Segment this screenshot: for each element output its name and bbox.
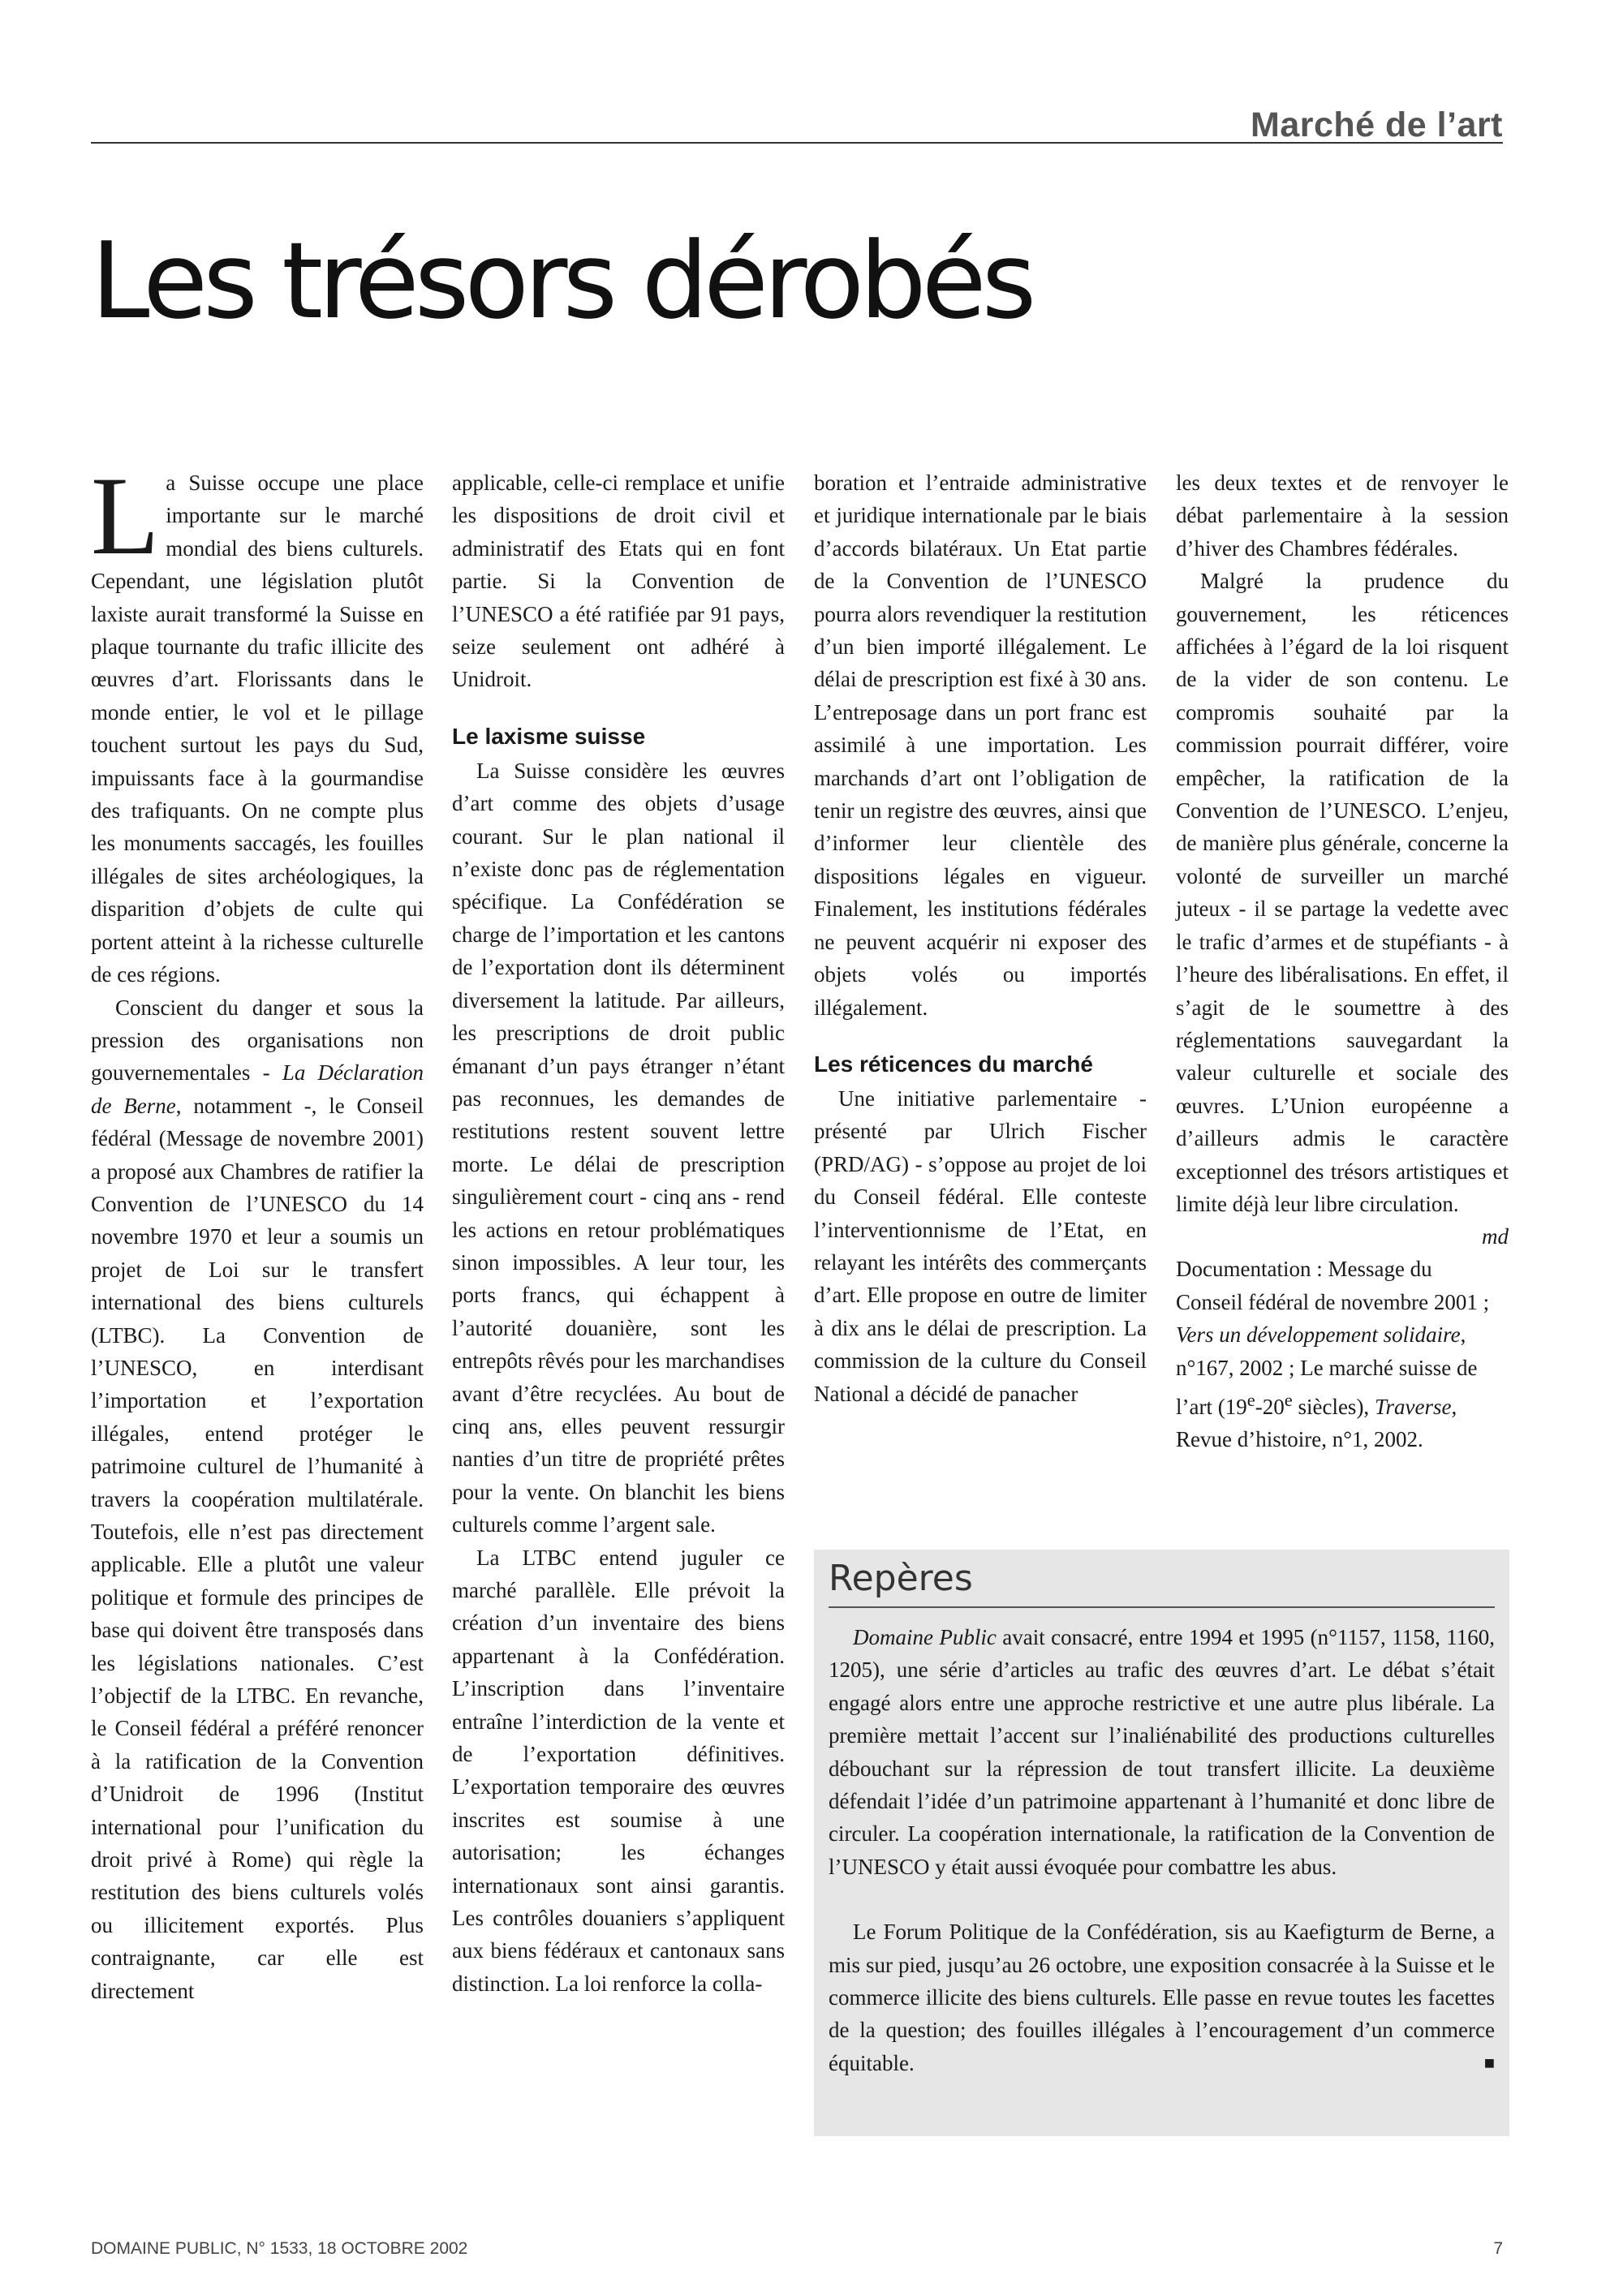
doc-superscript: e: [1246, 1389, 1255, 1410]
doc-text: , Revue d’histoire, n°1, 2002.: [1176, 1394, 1457, 1452]
paragraph: [91, 991, 424, 2008]
paragraph: [91, 454, 424, 991]
doc-superscript: e: [1284, 1389, 1293, 1410]
paragraph-text: , notamment -, le Conseil fédéral (Message de novembre 2001) a proposé aux Chambres de ratifier la Convention de l’UNESCO du 14 novembre 1970 et leur a soumis un projet de Loi sur le transfert international des biens culturels (LTBC). La Convention de l’UNESCO, en interdisant l’importation et l’exportation illégales, entend protéger le patrimoine culturel de l’humanité à travers la coopération multilatérale. Toutefois, elle n’est pas directement applicable. Elle a plutôt une valeur politique et formule des principes de base qui doivent être transposés dans les législations nationales. C’est l’objectif de la LTBC. En revanche, le Conseil fédéral a préféré renoncer à la ratification de la Convention d’Unidroit de 1996 (Institut international pour l’unification du droit privé à Rome) qui règle la restitution des biens culturels volés ou illicitement exportés. Plus contraignante, car elle est directement: [91, 1093, 424, 2003]
header-rule: [91, 142, 1503, 144]
reperes-body: [829, 1621, 1495, 2079]
paragraph: [829, 1621, 1495, 1883]
paragraph-text: Conscient du danger et sous la pression des organisations non gouvernementales -: [91, 995, 424, 1086]
paragraph-text: Malgré la prudence du gouvernement, les réticences affichées à l’égard de la loi risquent de la vider de son contenu. Le compromis souhaité par la commission pourrait différer, voire empêcher, la ratification de la Convention de l’UNESCO. L’enjeu, de manière plus générale, concerne la volonté de surveiller un marché juteux - il se partage la vedette avec le trafic d’armes et de stupéfiants - à l’heure des libéralisations. En effet, il s’agit de le soumettre à des réglementations sauvegardant la valeur culturelle et sociale des œuvres. L’Union européenne a d’ailleurs admis le caractère exceptionnel des trésors artistiques et limite déjà leur libre circulation.: [1176, 569, 1509, 1216]
article-column-1: [91, 454, 424, 2007]
article-column-4: [1176, 467, 1509, 1456]
section-label: Marché de l’art: [1251, 105, 1503, 144]
doc-text: Documentation : Message du Conseil fédéral de novembre 2001 ;: [1176, 1257, 1490, 1314]
subheading: Les réticences du marché: [814, 1051, 1093, 1077]
paragraph: les deux textes et de renvoyer le débat parlementaire à la session d’hiver des Chambres fédérales.: [1176, 471, 1509, 561]
doc-title: Traverse: [1374, 1394, 1452, 1419]
reperes-title: Repères: [829, 1558, 973, 1599]
doc-text: siècles),: [1292, 1394, 1375, 1419]
article-title: Les trésors dérobés: [91, 219, 1032, 342]
paragraph-text: Le Forum Politique de la Confédération, sis au Kaefigturm de Berne, a mis sur pied, jusqu’au 26 octobre, une exposition consacrée à la Suisse et le commerce illicite des biens culturels. Elle passe en revue toutes les facettes de la question; des fouilles illégales à l’encouragement d’un commerce équitable.: [829, 1920, 1495, 2075]
paragraph-text: a Suisse occupe une place importante sur le marché mondial des biens culturels. Cependant, une législation plutôt laxiste aurait transformé la Suisse en plaque tournante du trafic illicite des œuvres d’art. Florissants dans le monde entier, le vol et le pillage touchent surtout les pays du Sud, impuissants face à la gourmandise des trafiquants. On ne compte plus les monuments saccagés, les fouilles illégales de sites archéologiques, la disparition d’objets de culte qui portent atteint à la richesse culturelle de ces régions.: [91, 471, 424, 987]
end-mark: ■: [1483, 2052, 1495, 2073]
footer-publication: DOMAINE PUBLIC, N° 1533, 18 OCTOBRE 2002: [91, 2239, 468, 2258]
drop-cap: L: [91, 454, 160, 578]
publication-name: Domaine Public: [853, 1625, 997, 1649]
documentation-note: [1176, 1253, 1509, 1455]
paragraph: La LTBC entend juguler ce marché parallèle. Elle prévoit la création d’un inventaire des biens appartenant à la Confédération. L’inscription dans l’inventaire entraîne l’interdiction de la vente et de l’exportation définitives. L’exportation temporaire des œuvres inscrites est soumise à une autorisation; les échanges internationaux sont ainsi garantis. Les contrôles douaniers s’appliquent aux biens fédéraux et cantonaux sans distinction. La loi renforce la colla-: [452, 1545, 785, 1996]
reperes-box: [814, 1550, 1509, 2136]
paragraph: La Suisse considère les œuvres d’art comme des objets d’usage courant. Sur le plan national il n’existe donc pas de réglementation spécifique. La Confédération se charge de l’importation et les cantons de l’exportation dont ils déterminent diversement la latitude. Par ailleurs, les prescriptions de droit public émanant d’un pays étranger n’étant pas reconnues, les demandes de restitutions restent souvent lettre morte. Le délai de prescription singulièrement court - cinq ans - rend les actions en retour problématiques sinon impossibles. A leur tour, les ports francs, qui échappent à l’autorité douanière, sont les entrepôts rêvés pour les marchandises avant d’être recyclées. Au bout de cinq ans, elles peuvent ressurgir nanties d’un titre de propriété prêtes pour la vente. On blanchit les biens culturels comme l’argent sale.: [452, 758, 785, 1537]
subheading: Le laxisme suisse: [452, 723, 646, 749]
article-column-2: [452, 467, 785, 2000]
paragraph: [829, 1915, 1495, 2079]
paragraph: [1176, 565, 1509, 1249]
paragraph-text: avait consacré, entre 1994 et 1995 (n°1157, 1158, 1160, 1205), une série d’articles au trafic des œuvres d’art. Le débat s’était engagé alors entre une approche restrictive et une autre plus libérale. La première mettait l’accent sur l’inaliénabilité des productions culturelles débouchant sur la répression de tout transfert illicite. La deuxième défendait l’idée d’un patrimoine appartenant à l’humanité et donc libre de circuler. La coopération internationale, la ratification de la Convention de l’UNESCO y était aussi évoquée pour combattre les abus.: [829, 1625, 1495, 1879]
paragraph: Une initiative parlementaire - présenté par Ulrich Fischer (PRD/AG) - s’oppose au projet de loi du Conseil fédéral. Elle conteste l’interventionnisme de l’Etat, en relayant les intérêts des commerçants d’art. Elle propose en outre de limiter à dix ans le délai de prescription. La commission de la culture du Conseil National a décidé de panacher: [814, 1086, 1147, 1406]
publication-name: La Déclaration de Berne: [91, 1060, 424, 1118]
paragraph: applicable, celle-ci remplace et unifie les dispositions de droit civil et administratif des Etats qui en font partie. Si la Convention de l’UNESCO a été ratifiée par 91 pays, seize seulement ont adhéré à Unidroit.: [452, 471, 785, 692]
reperes-rule: [829, 1606, 1495, 1608]
paragraph: boration et l’entraide administrative et juridique internationale par le biais d’accords bilatéraux. Un Etat partie de la Convention de l’UNESCO pourra alors revendiquer la restitution d’un bien importé illégalement. Le délai de prescription est fixé à 30 ans. L’entreposage dans un port franc est assimilé à une importation. Les marchands d’art ont l’obligation de tenir un registre des œuvres, ainsi que d’informer leur clientèle des dispositions légales en vigueur. Finalement, les institutions fédérales ne peuvent acquérir ni exposer des objets volés ou importés illégalement.: [814, 471, 1147, 1020]
doc-text: , n°167, 2002 ; Le marché suisse de l’art (19: [1176, 1322, 1478, 1419]
doc-text: -20: [1255, 1394, 1285, 1419]
doc-title: Vers un développement solidaire: [1176, 1322, 1461, 1348]
article-column-3: [814, 467, 1147, 1410]
page-number: 7: [1493, 2239, 1503, 2258]
author-signature: md: [1482, 1224, 1509, 1249]
